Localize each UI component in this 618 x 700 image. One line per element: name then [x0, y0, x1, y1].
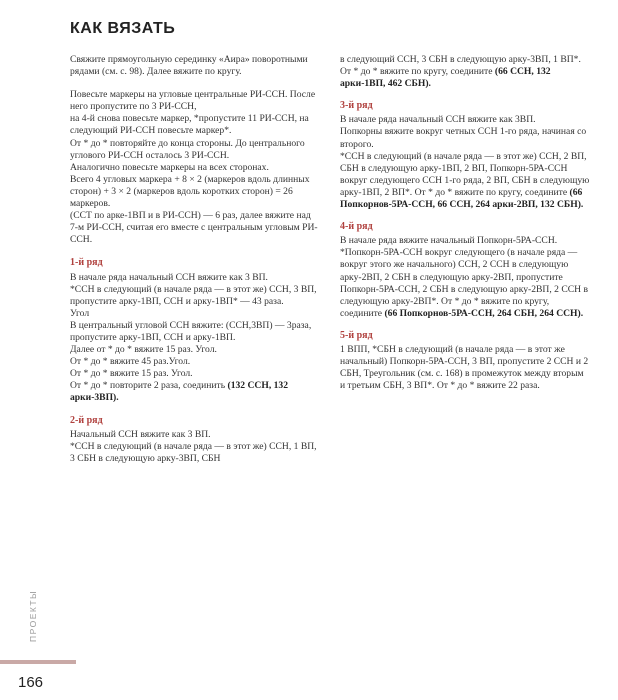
left-column	[70, 54, 318, 475]
row2-total: (66 ССН, 132 арки-1ВП, 462 СБН).	[340, 66, 551, 90]
intro-paragraph: Свяжите прямоугольную серединку «Аира» поворотными рядами (см. с. 98). Далее вяжите по кругу.	[70, 54, 308, 78]
row4-total: (66 Попкорнов-5РА-ССН, 264 СБН, 264 ССН).	[384, 307, 584, 319]
markers-paragraph: Повесьте маркеры на угловые центральные РИ-ССН. После него пропустите по 3 РИ-ССН, на 4-й снова повесьте маркер, *пропустите 11 РИ-ССН, на следующий РИ-ССН повесьте маркер*. От * до * повторяйте до конца стороны. До центрального углового РИ-ССН осталось 3 РИ-ССН. Аналогично повесьте маркеры на всех сторонах. Всего 4 угловых маркера + 8 × 2 (маркеров вдоль длинных сторон) + 3 × 2 (маркеров вдоль коротких сторон) = 26 маркеров. (ССТ по арке-1ВП и в РИ-ССН) — 6 раз, далее вяжите над 7-м РИ-ССН, считая его вместе с центральным угловым РИ-ССН.	[70, 89, 318, 246]
row1-body	[70, 272, 318, 405]
row4-heading: 4-й ряд	[340, 221, 373, 233]
row3-text: В начале ряда начальный ССН вяжите как 3ВП. Попкорны вяжите вокруг четных ССН 1-го ряда, начиная со второго. *ССН в следующий (в начале ряда — в этот же) ССН, 2 ВП, СБН в следующую арку-1ВП, 2 ВП, Попкорн-5РА-ССН вокруг следующего ССН 1-го ряда, 2 ВП, СБН в следующую арку-1ВП, 2 ВП*. От * до * вяжите по кругу, соедините	[340, 114, 590, 198]
row1-text: В начале ряда начальный ССН вяжите как 3 ВП. *ССН в следующий (в начале ряда — в этот же) ССН, 3 ВП, пропустите арку-1ВП, ССН и арку-1ВП* — 43 раза. Угол В центральный угловой ССН вяжите: (ССН,3ВП) — 3раза, пропустите арку-1ВП, ССН и арку-1ВП. Далее от * до * вяжите 15 раз. Угол. От * до * вяжите 45 раз.Угол. От * до * вяжите 15 раз. Угол. От * до * повторите 2 раза, соединить	[70, 271, 317, 392]
row2-cont-text: в следующий ССН, 3 СБН в следующую арку-3ВП, 1 ВП*. От * до * вяжите по кругу, соедините	[340, 54, 581, 78]
row1-heading: 1-й ряд	[70, 257, 103, 269]
row3-total: (66 Попкорнов-5РА-ССН, 66 ССН, 264 арки-2ВП, 132 СБН).	[340, 186, 584, 211]
page-number: 166	[18, 674, 44, 691]
section-side-label: ПРОЕКТЫ	[28, 589, 38, 642]
row2-continued	[340, 54, 590, 90]
row2-heading: 2-й ряд	[70, 414, 103, 426]
row5-text: 1 ВПП, *СБН в следующий (в начале ряда — в этот же начальный) Попкорн-5РА-ССН, 3 ВП, пропустите 2 ССН и 2 СБН, Треугольник (см. с. 168) в промежуток между вторым и третьим СБН, 3 ВП*. От * до * вяжите 22 раза.	[340, 343, 589, 392]
row5-heading: 5-й ряд	[340, 329, 373, 341]
row4-body	[340, 235, 590, 320]
page-accent-bar	[0, 660, 76, 664]
row3-body	[340, 114, 590, 211]
row4-text: В начале ряда вяжите начальный Попкорн-5РА-ССН. *Попкорн-5РА-ССН вокруг следующего (в начале ряда — вокруг этого же начального) ССН, 2 ССН в следующую арку-2ВП, 2 СБН в следующую арку-2ВП, пропустите Попкорн-5РА-ССН, 2 СБН в следующую арку-2ВП, 2 ССН в следующую арку-2ВП*. От * до * вяжите по кругу, соедините	[340, 235, 588, 319]
row1-total: (132 ССН, 132 арки-3ВП).	[70, 380, 289, 404]
right-column	[340, 54, 590, 402]
row2-text: Начальный ССН вяжите как 3 ВП. *ССН в следующий (в начале ряда — в этот же) ССН, 1 ВП, 3 СБН в следующую арку-3ВП, СБН	[70, 428, 317, 464]
row3-heading: 3-й ряд	[340, 100, 373, 112]
page-title: КАК ВЯЗАТЬ	[70, 20, 176, 37]
